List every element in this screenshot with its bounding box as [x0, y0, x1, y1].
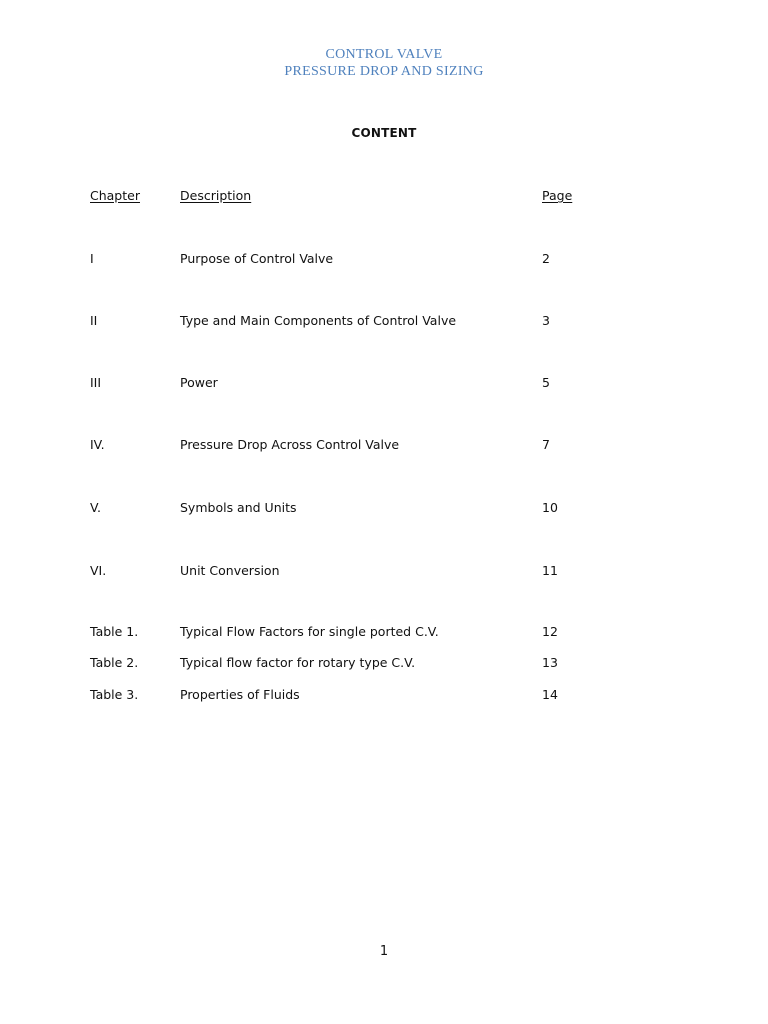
toc-description: Pressure Drop Across Control Valve: [180, 437, 400, 452]
toc-chapter: I: [90, 251, 94, 266]
page-column-header: Page: [542, 188, 573, 203]
toc-description: Type and Main Components of Control Valve: [180, 313, 457, 328]
toc-row: [0, 687, 768, 705]
toc-page: 13: [542, 655, 558, 670]
toc-chapter: Table 2.: [90, 655, 139, 670]
page-number: 1: [379, 944, 389, 959]
toc-chapter: III: [90, 375, 102, 390]
toc-row: [0, 500, 768, 518]
toc-page: 11: [542, 563, 558, 578]
toc-description: Properties of Fluids: [180, 687, 300, 702]
toc-page: 12: [542, 624, 558, 639]
toc-page: 5: [542, 375, 550, 390]
toc-description: Symbols and Units: [180, 500, 297, 515]
toc-description: Unit Conversion: [180, 563, 280, 578]
toc-row: [0, 313, 768, 331]
toc-chapter: V.: [90, 500, 101, 515]
toc-row: [0, 563, 768, 581]
toc-description: Typical flow factor for rotary type C.V.: [180, 655, 416, 670]
toc-row: [0, 655, 768, 673]
toc-page: 3: [542, 313, 550, 328]
description-column-header: Description: [180, 188, 252, 203]
toc-page: 14: [542, 687, 558, 702]
toc-chapter: II: [90, 313, 98, 328]
title-line-1: CONTROL VALVE: [325, 47, 443, 62]
toc-description: Power: [180, 375, 218, 390]
toc-page: 2: [542, 251, 550, 266]
toc-description: Purpose of Control Valve: [180, 251, 334, 266]
toc-row: [0, 375, 768, 393]
toc-page: 10: [542, 500, 558, 515]
chapter-column-header: Chapter: [90, 188, 140, 203]
toc-row: [0, 624, 768, 642]
toc-page: 7: [542, 437, 550, 452]
document-title: [0, 46, 768, 80]
toc-description: Typical Flow Factors for single ported C.V.: [180, 624, 439, 639]
content-heading: CONTENT: [351, 126, 417, 140]
toc-chapter: Table 3.: [90, 687, 139, 702]
toc-chapter: IV.: [90, 437, 105, 452]
toc-chapter: VI.: [90, 563, 107, 578]
toc-chapter: Table 1.: [90, 624, 139, 639]
title-line-2: PRESSURE DROP AND SIZING: [284, 64, 484, 79]
toc-row: [0, 437, 768, 455]
toc-row: [0, 251, 768, 269]
toc-header-row: [0, 188, 768, 206]
